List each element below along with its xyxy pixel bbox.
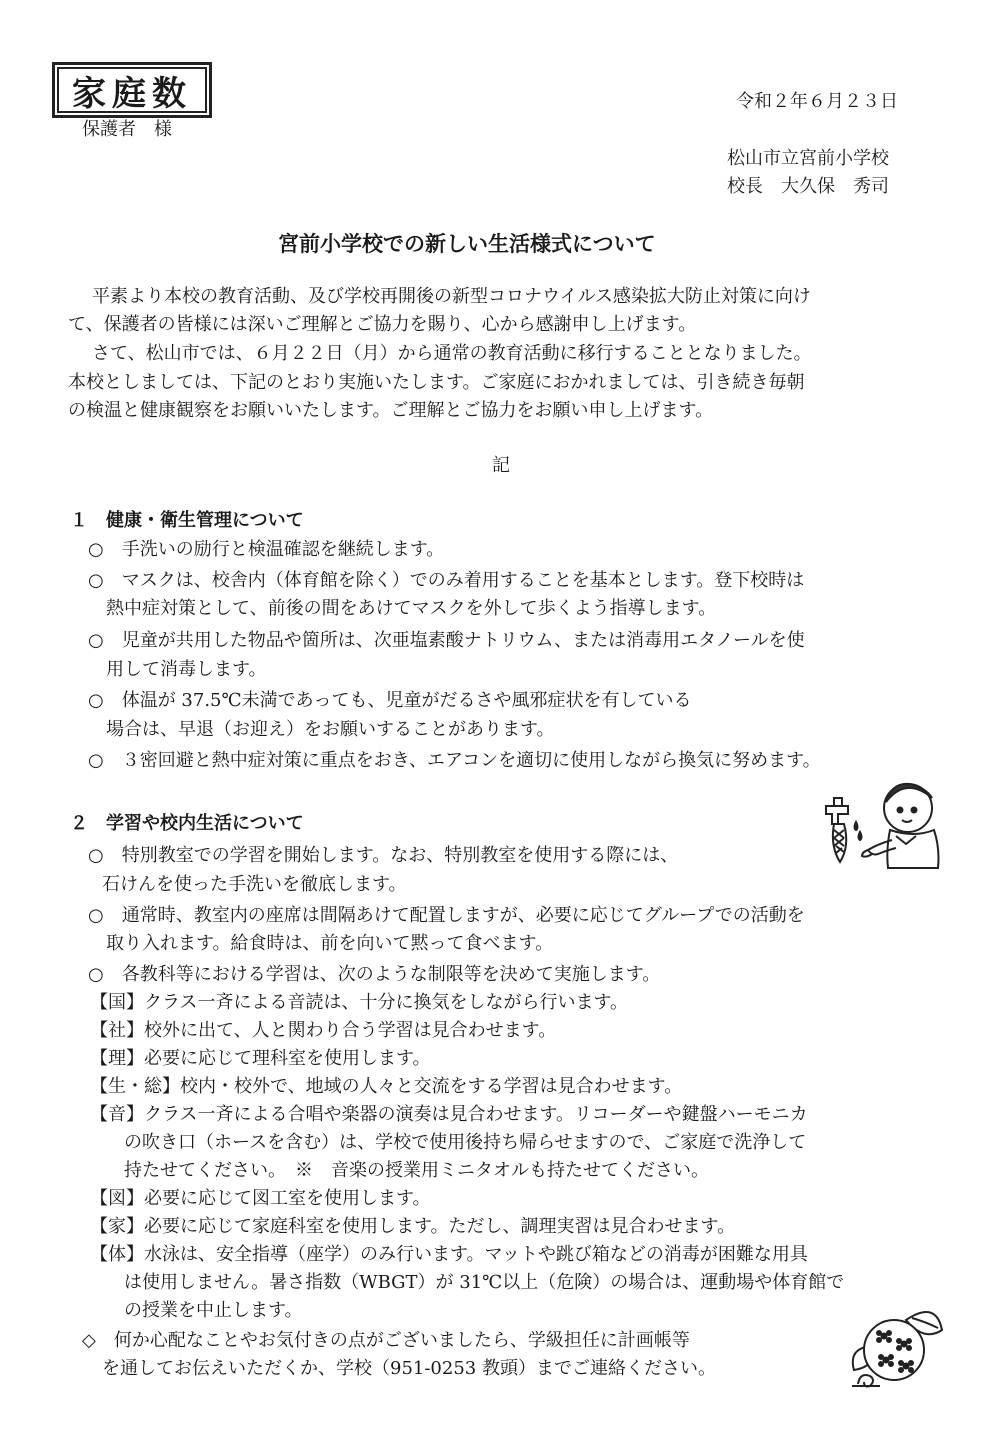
issue-date: 令和２年６月２３日 — [736, 91, 898, 112]
subject-ongaku: 【音】クラス一斉による合唱や楽器の演奏は見合わせます。リコーダーや鍵盤ハーモニカ — [90, 1104, 808, 1125]
closing-line: を通してお伝えいただくか、学校（951-0253 教頭）までご連絡ください。 — [102, 1358, 716, 1379]
section1-item: ○ 手洗いの励行と検温確認を継続します。 — [88, 539, 445, 560]
section1-item: ○ 児童が共用した物品や箇所は、次亜塩素酸ナトリウム、または消毒用エタノールを使 — [88, 630, 805, 651]
subject-shakai: 【社】校外に出て、人と関わり合う学習は見合わせます。 — [90, 1020, 557, 1041]
subject-kokugo: 【国】クラス一斉による音読は、十分に換気をしながら行います。 — [90, 992, 629, 1013]
subject-taiiku-cont: の授業を中止します。 — [124, 1300, 303, 1321]
section2-item: ○ 通常時、教室内の座席は間隔あけて配置しますが、必要に応じてグループでの活動を — [88, 905, 805, 926]
subject-katei: 【家】必要に応じて家庭科室を使用します。ただし、調理実習は見合わせます。 — [90, 1216, 736, 1237]
subject-taiiku: 【体】水泳は、安全指導（座学）のみ行います。マットや跳び箱などの消毒が困難な用具 — [90, 1244, 808, 1265]
closing-line: ◇ 何か心配なことやお気付きの点がございましたら、学級担任に計画帳等 — [82, 1330, 690, 1351]
hydrangea-illustration — [846, 1300, 946, 1392]
subject-ongaku-cont: 持たせてください。 ※ 音楽の授業用ミニタオルも持たせてください。 — [124, 1160, 709, 1181]
subject-rika: 【理】必要に応じて理科室を使用します。 — [90, 1048, 431, 1069]
intro-line: 平素より本校の教育活動、及び学校再開後の新型コロナウイルス感染拡大防止対策に向け — [92, 286, 811, 307]
ki-marker: 記 — [492, 455, 510, 476]
intro-line: さて、松山市では、６月２２日（月）から通常の教育活動に移行することとなりました。 — [92, 343, 812, 364]
section1-item: 用して消毒します。 — [106, 659, 267, 680]
section2-item: ○ 各教科等における学習は、次のような制限等を決めて実施します。 — [88, 964, 661, 985]
subject-seikatsu-sogo: 【生・総】校内・校外で、地域の人々と交流をする学習は見合わせます。 — [90, 1076, 683, 1097]
school-name: 松山市立宮前小学校 — [727, 148, 889, 169]
section1-item: 場合は、早退（お迎え）をお願いすることがあります。 — [106, 719, 555, 740]
section2-item: ○ 特別教室での学習を開始します。なお、特別教室を使用する際には、 — [88, 845, 679, 866]
section1-item: ○ マスクは、校舎内（体育館を除く）でのみ着用することを基本とします。登下校時は — [88, 570, 805, 591]
intro-line: て、保護者の皆様には深いご理解とご協力を賜り、心から感謝申し上げます。 — [68, 314, 697, 335]
subject-ongaku-cont: の吹き口（ホースを含む）は、学校で使用後持ち帰らせますので、ご家庭で洗浄して — [124, 1132, 807, 1153]
section2-heading: ２ 学習や校内生活について — [70, 813, 304, 834]
section2-item: 石けんを使った手洗いを徹底します。 — [102, 874, 407, 895]
intro-line: 本校としましては、下記のとおり実施いたします。ご家庭におかれましては、引き続き毎朝 — [68, 372, 805, 393]
section1-item: ○ ３密回避と熱中症対策に重点をおき、エアコンを適切に使用しながら換気に努めます。 — [88, 750, 821, 771]
intro-line: の検温と健康観察をお願いいたします。ご理解とご協力をお願い申し上げます。 — [68, 400, 714, 421]
document-stamp: 家庭数 — [52, 62, 212, 118]
document-title: 宮前小学校での新しい生活様式について — [278, 232, 656, 256]
subject-taiiku-cont: は使用しません。暑さ指数（WBGT）が 31℃以上（危険）の場合は、運動場や体育館で — [124, 1272, 845, 1293]
section1-heading: １ 健康・衛生管理について — [70, 510, 304, 531]
section2-item: 取り入れます。給食時は、前を向いて黙って食べます。 — [106, 933, 554, 954]
child-washing-hands-illustration — [816, 778, 946, 870]
principal-name: 校長 大久保 秀司 — [727, 176, 889, 197]
subject-zuko: 【図】必要に応じて図工室を使用します。 — [90, 1188, 431, 1209]
section1-item: ○ 体温が 37.5℃未満であっても、児童がだるさや風邪症状を有している — [88, 690, 692, 711]
section1-item: 熱中症対策として、前後の間をあけてマスクを外して歩くよう指導します。 — [106, 598, 717, 619]
recipient: 保護者 様 — [82, 119, 172, 140]
